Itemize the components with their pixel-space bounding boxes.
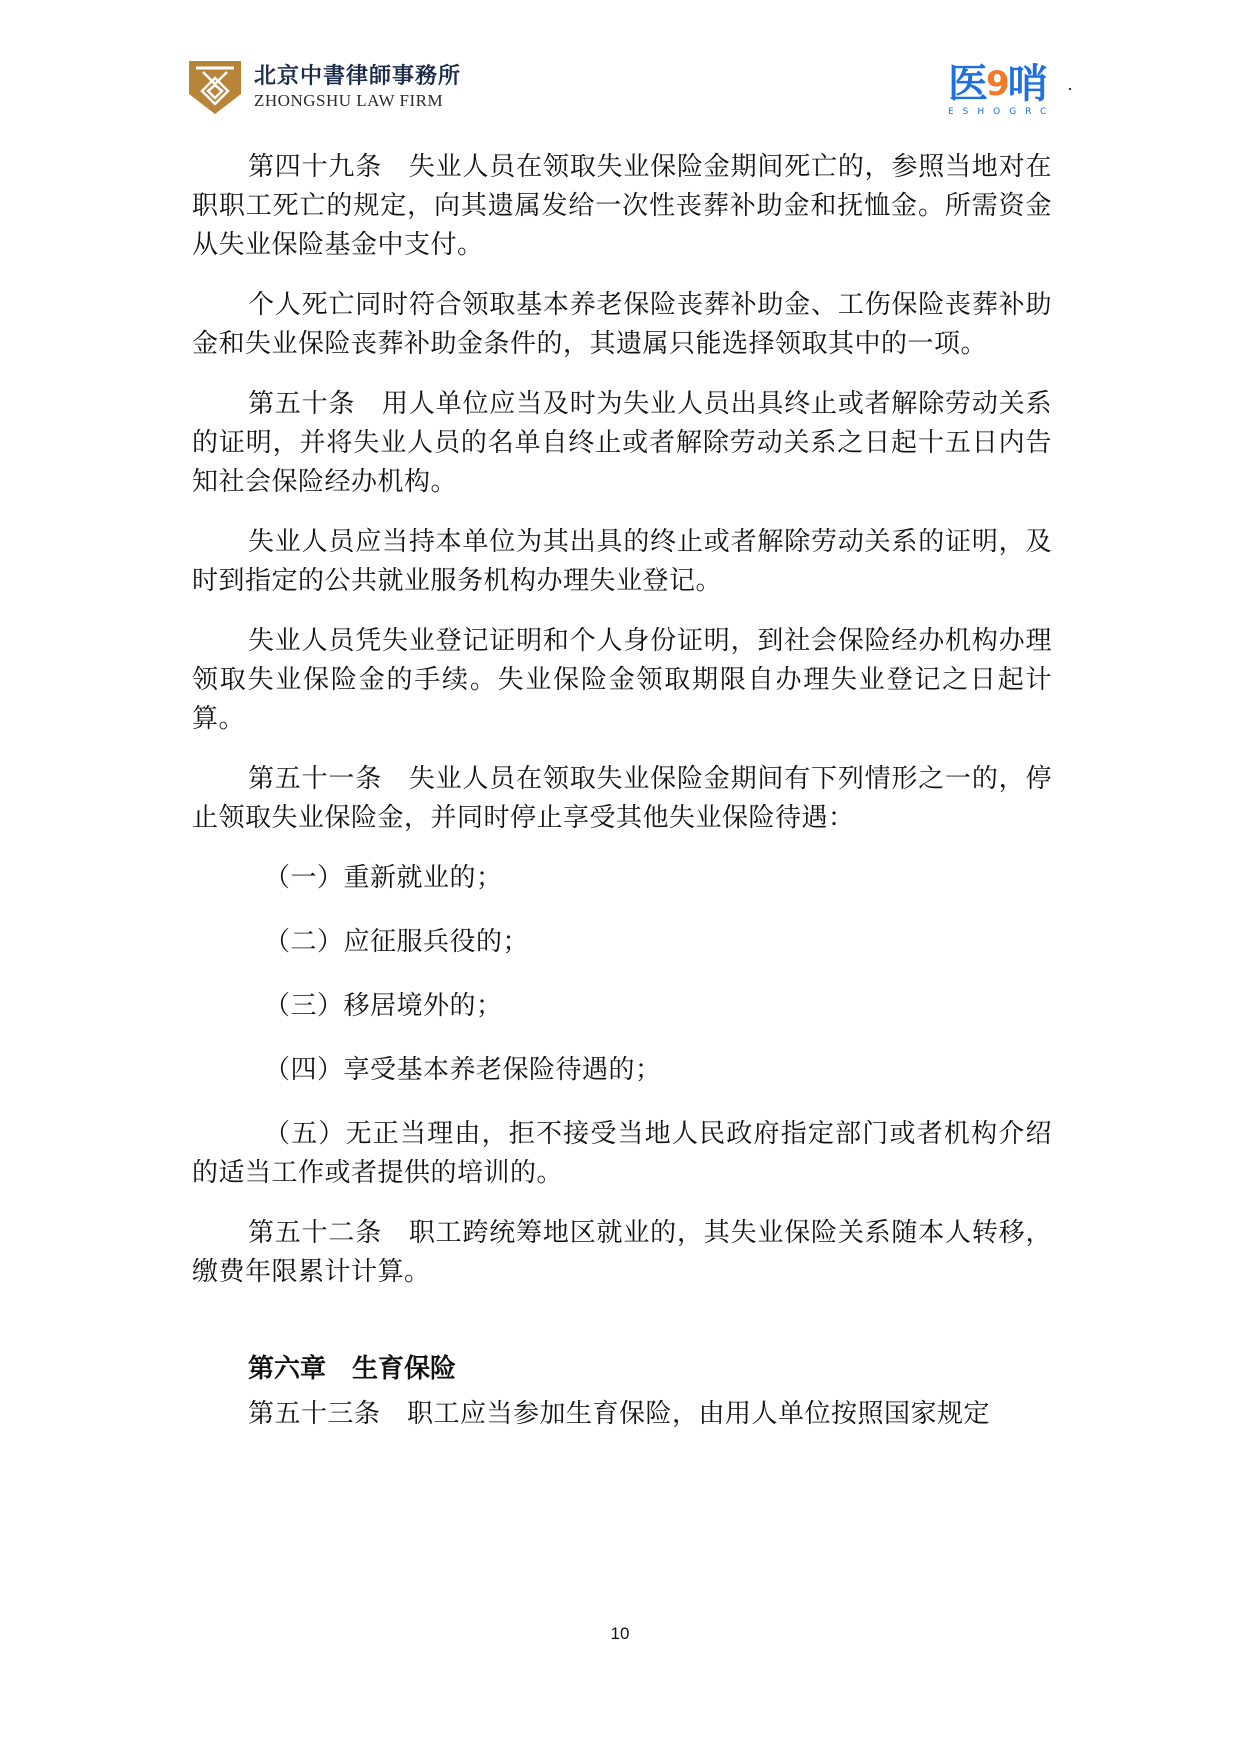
article-52: 第五十二条 职工跨统筹地区就业的，其失业保险关系随本人转移，缴费年限累计计算。 <box>192 1218 1052 1287</box>
firm-name-english: ZHONGSHU LAW FIRM <box>254 91 444 110</box>
firm-name-chinese: 北京中書律師事務所 <box>254 63 462 89</box>
brand-char-right: 哨 <box>1007 61 1048 107</box>
document-body <box>192 148 1052 1455</box>
article-50-paragraph-2: 失业人员应当持本单位为其出具的终止或者解除劳动关系的证明，及时到指定的公共就业服务机构办理失业登记。 <box>192 527 1052 596</box>
article-50: 第五十条 用人单位应当及时为失业人员出具终止或者解除劳动关系的证明，并将失业人员的名单自终止或者解除劳动关系之日起十五日内告知社会保险经办机构。 <box>192 389 1052 497</box>
list-item: （四）享受基本养老保险待遇的； <box>264 1055 662 1085</box>
brand-logo <box>948 62 1055 118</box>
law-firm-logo <box>186 58 461 116</box>
article-53: 第五十三条 职工应当参加生育保险，由用人单位按照国家规定 <box>248 1399 991 1429</box>
brand-char-left: 医 <box>948 61 988 107</box>
article-50-paragraph-3: 失业人员凭失业登记证明和个人身份证明，到社会保险经办机构办理领取失业保险金的手续。失业保险金领取期限自办理失业登记之日起计算。 <box>192 626 1052 734</box>
decorative-dot <box>1069 88 1071 90</box>
page-header <box>0 0 1240 130</box>
chapter-heading: 第六章 生育保险 <box>248 1354 457 1384</box>
article-51: 第五十一条 失业人员在领取失业保险金期间有下列情形之一的，停止领取失业保险金，并同时停止享受其他失业保险待遇： <box>192 764 1052 833</box>
brand-subtitle: ESHOGRC <box>948 107 1056 117</box>
list-item: （三）移居境外的； <box>264 991 503 1021</box>
list-item: （二）应征服兵役的； <box>264 927 530 957</box>
brand-pin-icon: 9 <box>986 64 1010 104</box>
page-number: 10 <box>610 1624 630 1643</box>
list-item: （一）重新就业的； <box>264 863 503 893</box>
article-49: 第四十九条 失业人员在领取失业保险金期间死亡的，参照当地对在职职工死亡的规定，向其遗属发给一次性丧葬补助金和抚恤金。所需资金从失业保险基金中支付。 <box>192 152 1052 260</box>
firm-emblem-icon <box>186 58 244 116</box>
list-item: （五）无正当理由，拒不接受当地人民政府指定部门或者机构介绍的适当工作或者提供的培训的。 <box>192 1119 1052 1188</box>
article-49-paragraph-2: 个人死亡同时符合领取基本养老保险丧葬补助金、工伤保险丧葬补助金和失业保险丧葬补助金条件的，其遗属只能选择领取其中的一项。 <box>192 290 1052 359</box>
